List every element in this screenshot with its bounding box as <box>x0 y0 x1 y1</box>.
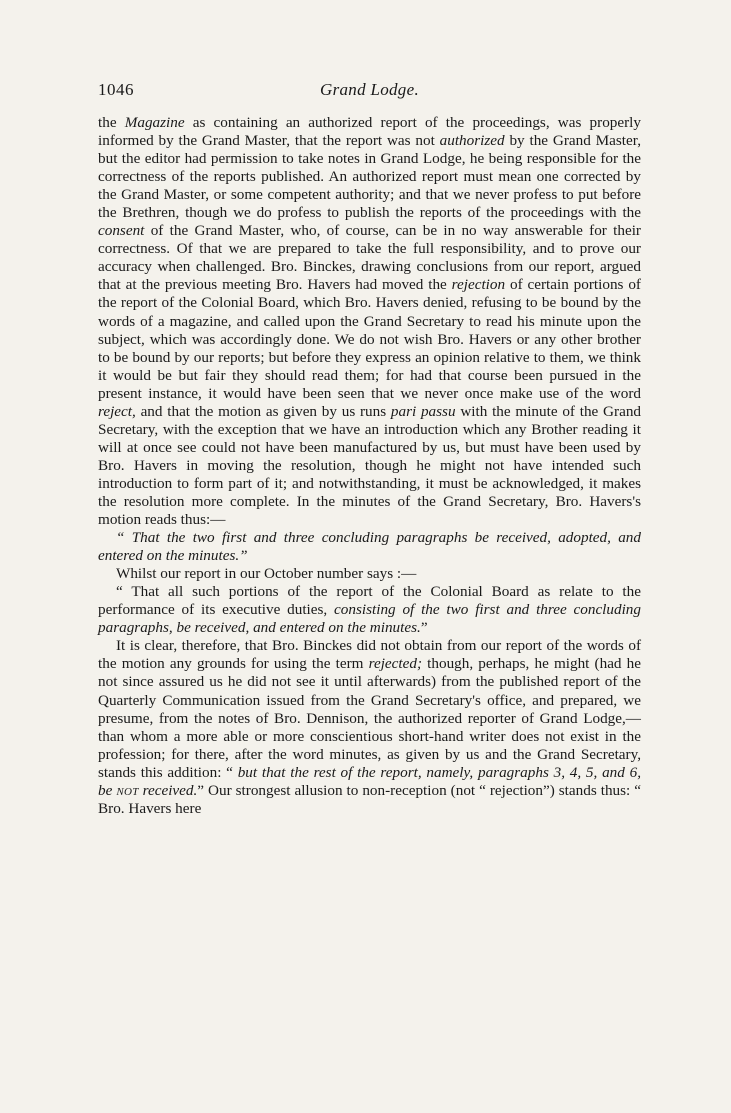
small-caps-run: not <box>116 781 139 799</box>
italic-run: pari passu <box>390 402 456 420</box>
italic-run: reject, <box>98 402 136 420</box>
paragraph <box>98 637 641 817</box>
italic-run: consent <box>98 222 145 240</box>
running-title: Grand Lodge. <box>320 80 419 99</box>
text-run: and that the motion as given by us runs <box>135 402 391 420</box>
paragraph <box>98 114 641 529</box>
text-run: It is clear, therefore, that Bro. Binckes did not obtain from our report of the words of the motion any grounds for using the term <box>98 637 641 673</box>
article-body <box>98 114 641 818</box>
text-run: as containing an authorized report of the proceedings, was properly informed by the Grand Master, that the report was not <box>98 114 641 150</box>
italic-run: consisting of the two first and three concluding paragraphs, be received, and entered on the minutes. <box>98 601 641 637</box>
text-run: though, perhaps, he might (had he not since assured us he did not see it until afterwards) from the published report of the Quarterly Communication issued from the Grand Secretary's office, and prepared, we presume, from the notes of Bro. Dennison, the authorized reporter of Grand Lodge,—than whom a more able or more conscientious short-hand writer does not exist in the profession; for there, after the word minutes, as given by us and the Grand Secretary, stands this addition: “ <box>98 655 642 781</box>
italic-run: authorized <box>439 132 505 150</box>
text-run: with the minute of the Grand Secretary, with the exception that we have an introduction which any Brother reading it will at once see could not have been manufactured by us, but must have been used by Bro. Havers in moving the resolution, though he might not have intended such introduction to form part of it; and notwithstanding, it must be acknowledged, it makes the resolution more complete. In the minutes of the Grand Secretary, Bro. Havers's motion reads thus:— <box>98 402 642 529</box>
paragraph: Whilst our report in our October number says :— <box>116 565 417 583</box>
text-run: ” Our strongest allusion to non-reception (not “ rejection”) stands thus: “ Bro. Havers here <box>98 781 641 817</box>
italic-run: but that the rest of the report, namely, paragraphs 3, 4, 5, and 6, be <box>98 763 642 799</box>
italic-run: received. <box>138 781 198 799</box>
italic-run: rejection <box>451 276 506 294</box>
running-head <box>98 80 641 114</box>
italic-run: “ That the two first and three concluding paragraphs be received, adopted, and entered on the minutes.” <box>98 529 641 565</box>
text-run: the <box>98 114 125 131</box>
page <box>98 80 641 818</box>
page-number: 1046 <box>98 80 134 99</box>
italic-run: rejected; <box>368 655 423 673</box>
text-run: of certain portions of the report of the Colonial Board, which Bro. Havers denied, refusing to be bound by the words of a magazine, and called upon the Grand Secretary to read his minute upon the subject, which was accordingly done. We do not wish Bro. Havers or any other brother to be bound by our reports; but before they express an opinion relative to them, we think it would be but fair they should read them; for had that course been pursued in the present instance, it would have been seen that we never once make use of the word <box>98 276 641 402</box>
text-run: ” <box>420 619 428 637</box>
text-run: of the Grand Master, who, of course, can be in no way answerable for their correctness. Of that we are prepared to take the full responsibility, and to prove our accuracy when challenged. Bro. Binckes, drawing conclusions from our report, argued that at the previous meeting Bro. Havers had moved the <box>98 222 641 294</box>
quotation <box>98 583 641 637</box>
quotation <box>98 529 641 565</box>
italic-run: Magazine <box>124 114 185 131</box>
text-run: “ That all such portions of the report of the Colonial Board as relate to the performance of its executive duties, <box>98 583 641 619</box>
text-run: by the Grand Master, but the editor had permission to take notes in Grand Lodge, he being responsible for the correctness of the reports published. An authorized report must mean one corrected by the Grand Master, or some competent authority; and that we never profess to put before the Brethren, though we do profess to publish the reports of the proceedings with the <box>98 132 641 222</box>
